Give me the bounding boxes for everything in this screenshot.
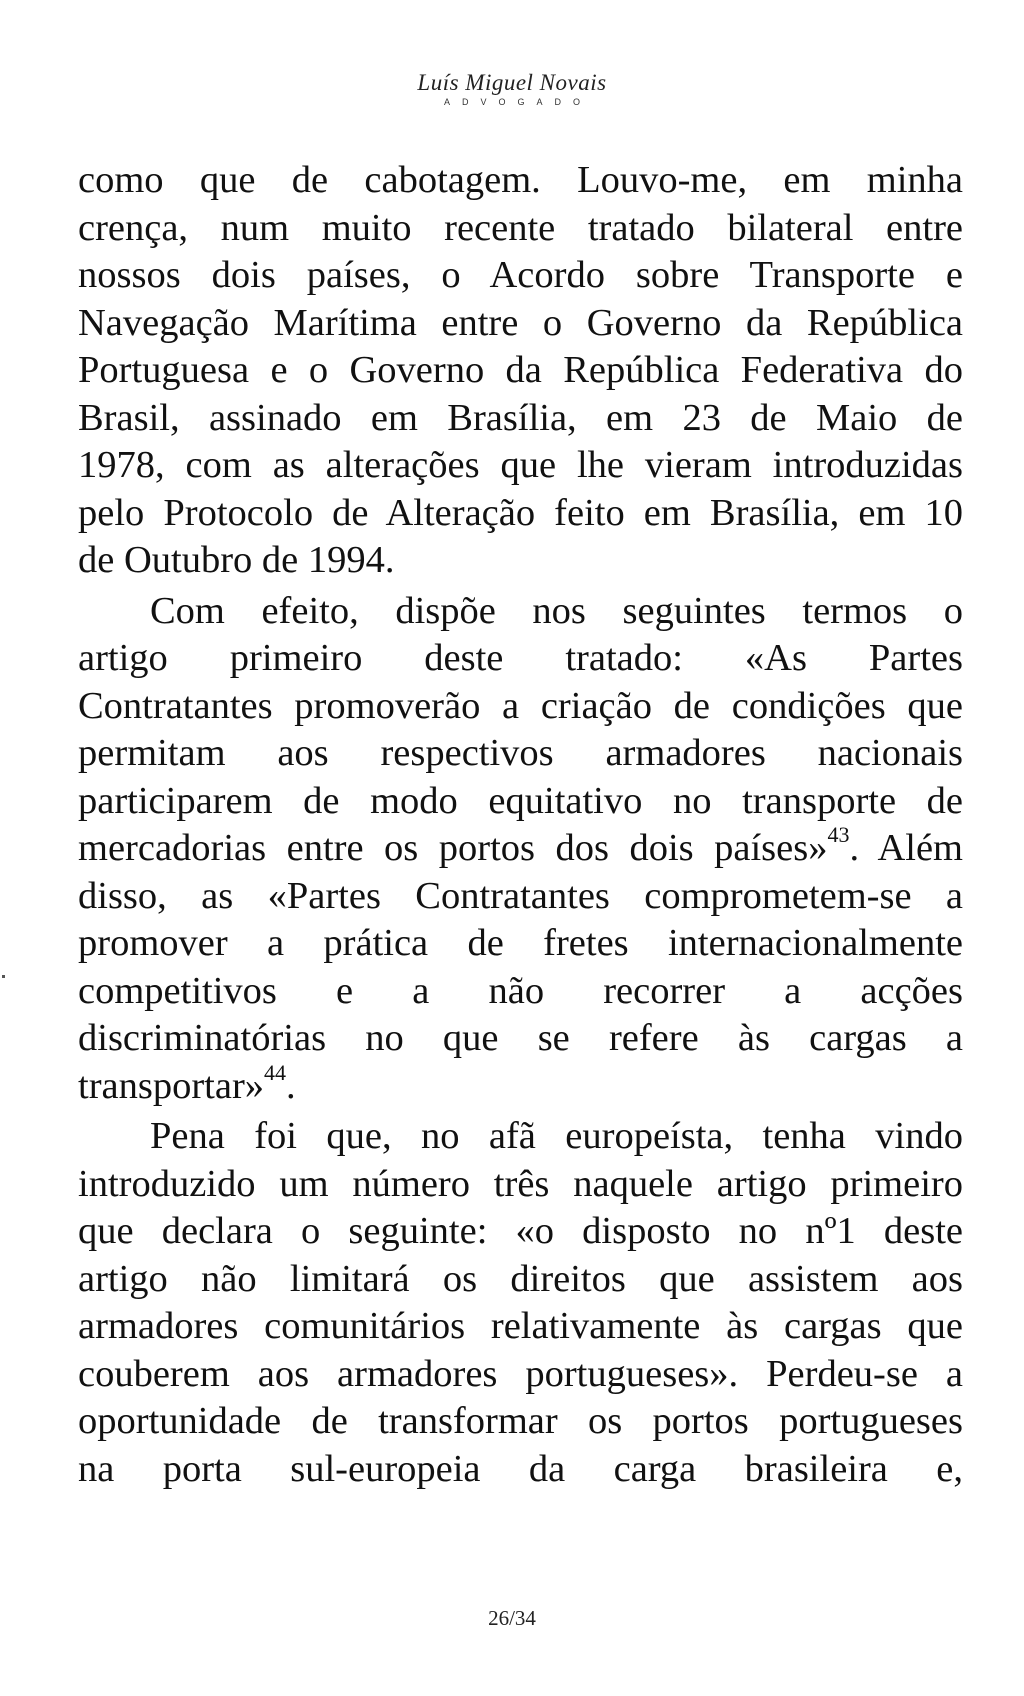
text-line: artigo não limitará os direitos que assistem aos (78, 1257, 963, 1300)
text-line-with-footnote (78, 822, 963, 873)
scan-mark (2, 975, 5, 978)
text-line: na porta sul-europeia da carga brasileira e, (78, 1447, 963, 1490)
text-line: Contratantes promoverão a criação de condições que (78, 684, 963, 727)
paragraph-2 (78, 588, 963, 1111)
document-body (78, 157, 963, 1493)
text-segment: . Além (849, 827, 963, 869)
letterhead-role: ADVOGADO (443, 97, 592, 107)
text-line: Portuguesa e o Governo da República Federativa do (78, 349, 963, 391)
paragraph-1 (78, 157, 963, 585)
text-line: pelo Protocolo de Alteração feito em Brasília, em 10 (78, 491, 963, 534)
footnote-ref-44: 44 (264, 1059, 287, 1085)
text-line: promover a prática de fretes internacionalmente (78, 922, 963, 964)
page-number: 26/34 (488, 1606, 536, 1630)
text-line: Com efeito, dispõe nos seguintes termos o (150, 589, 963, 632)
text-line: nossos dois países, o Acordo sobre Transporte e (78, 254, 963, 296)
text-line: disso, as «Partes Contratantes comprometem-se a (78, 874, 963, 917)
letterhead-name: Luís Miguel Novais (417, 70, 607, 95)
text-line: discriminatórias no que se refere às cargas a (78, 1017, 963, 1059)
footnote-ref-43: 43 (827, 822, 850, 848)
letterhead (0, 70, 1024, 108)
text-segment: transportar» (78, 1064, 265, 1107)
paragraph-3 (78, 1113, 963, 1493)
text-line: permitam aos respectivos armadores nacionais (78, 732, 963, 774)
text-line-with-footnote (78, 1059, 963, 1111)
text-line: crença, num muito recente tratado bilateral entre (78, 206, 963, 249)
text-segment: . (286, 1064, 296, 1107)
text-line: que declara o seguinte: «o disposto no nº1 deste (78, 1210, 963, 1252)
text-line: couberem aos armadores portugueses». Perdeu-se a (78, 1352, 963, 1395)
text-line: oportunidade de transformar os portos portugueses (78, 1400, 963, 1442)
text-segment: mercadorias entre os portos dos dois países» (78, 827, 828, 869)
text-line: Brasil, assinado em Brasília, em 23 de Maio de (78, 396, 963, 439)
text-line: de Outubro de 1994. (78, 539, 395, 581)
text-line: como que de cabotagem. Louvo-me, em minha (78, 159, 963, 201)
text-line: competitivos e a não recorrer a acções (78, 969, 963, 1012)
text-line: 1978, com as alterações que lhe vieram introduzidas (78, 444, 963, 486)
text-line: armadores comunitários relativamente às cargas que (78, 1305, 963, 1347)
text-line: Navegação Marítima entre o Governo da República (78, 301, 963, 344)
text-line: participarem de modo equitativo no transporte de (78, 779, 963, 822)
text-line: Pena foi que, no afã europeísta, tenha vindo (150, 1115, 963, 1157)
text-line: artigo primeiro deste tratado: «As Partes (78, 637, 963, 679)
text-line: introduzido um número três naquele artigo primeiro (78, 1162, 963, 1205)
